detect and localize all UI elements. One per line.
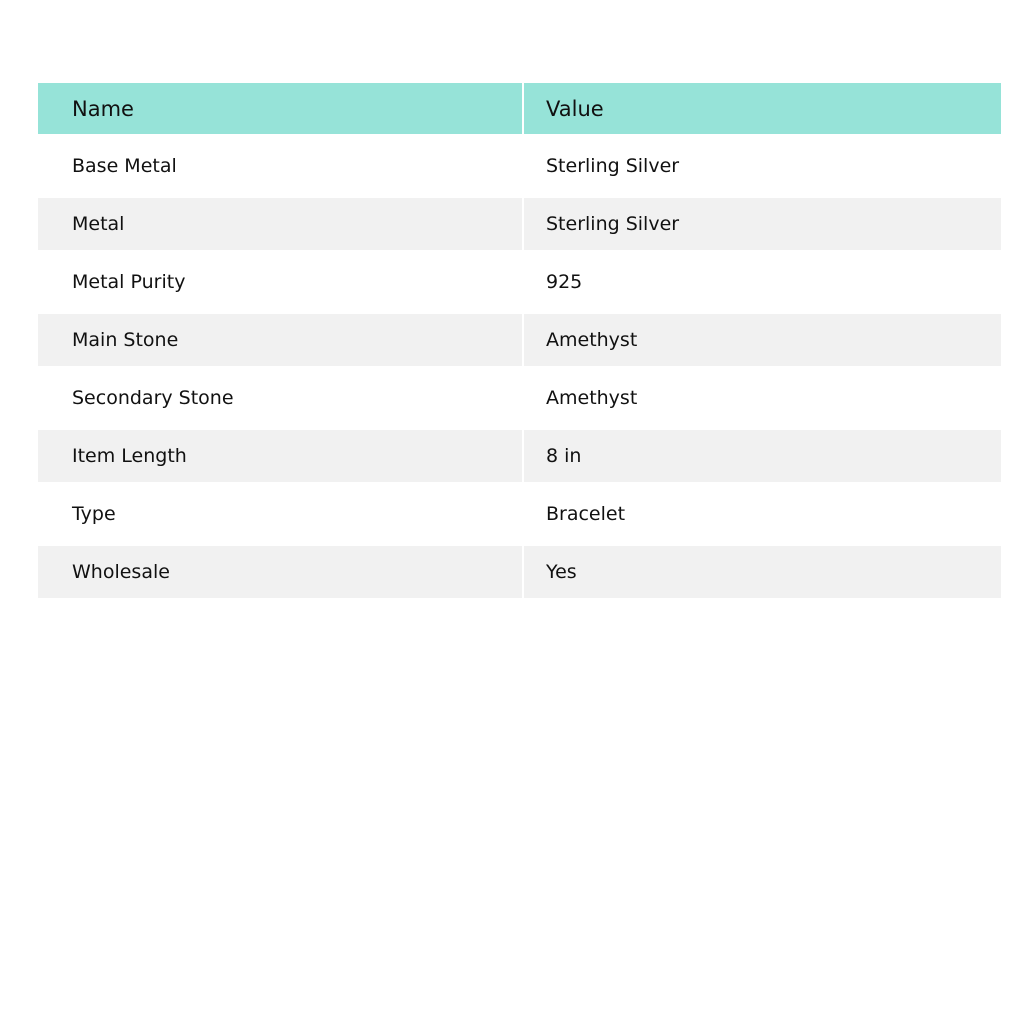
row-value-cell: Amethyst (523, 311, 1001, 369)
table-header-row (38, 83, 1001, 137)
table-row (38, 543, 1001, 598)
row-value-cell: Sterling Silver (523, 195, 1001, 253)
table-row (38, 195, 1001, 253)
table-row (38, 427, 1001, 485)
row-name-cell: Main Stone (38, 311, 523, 369)
table-row (38, 137, 1001, 195)
table-row (38, 485, 1001, 543)
row-name-cell: Secondary Stone (38, 369, 523, 427)
row-name-cell: Base Metal (38, 137, 523, 195)
header-value: Value (523, 83, 1001, 137)
row-value-cell: Sterling Silver (523, 137, 1001, 195)
row-name-cell: Metal (38, 195, 523, 253)
header-name: Name (38, 83, 523, 137)
row-name-cell: Metal Purity (38, 253, 523, 311)
row-name-cell: Item Length (38, 427, 523, 485)
row-value-cell: Yes (523, 543, 1001, 598)
table-row (38, 253, 1001, 311)
row-value-cell: Bracelet (523, 485, 1001, 543)
table-row (38, 369, 1001, 427)
row-value-cell: Amethyst (523, 369, 1001, 427)
table-row (38, 311, 1001, 369)
row-value-cell: 8 in (523, 427, 1001, 485)
row-name-cell: Wholesale (38, 543, 523, 598)
row-name-cell: Type (38, 485, 523, 543)
row-value-cell: 925 (523, 253, 1001, 311)
specifications-table (38, 83, 1001, 598)
